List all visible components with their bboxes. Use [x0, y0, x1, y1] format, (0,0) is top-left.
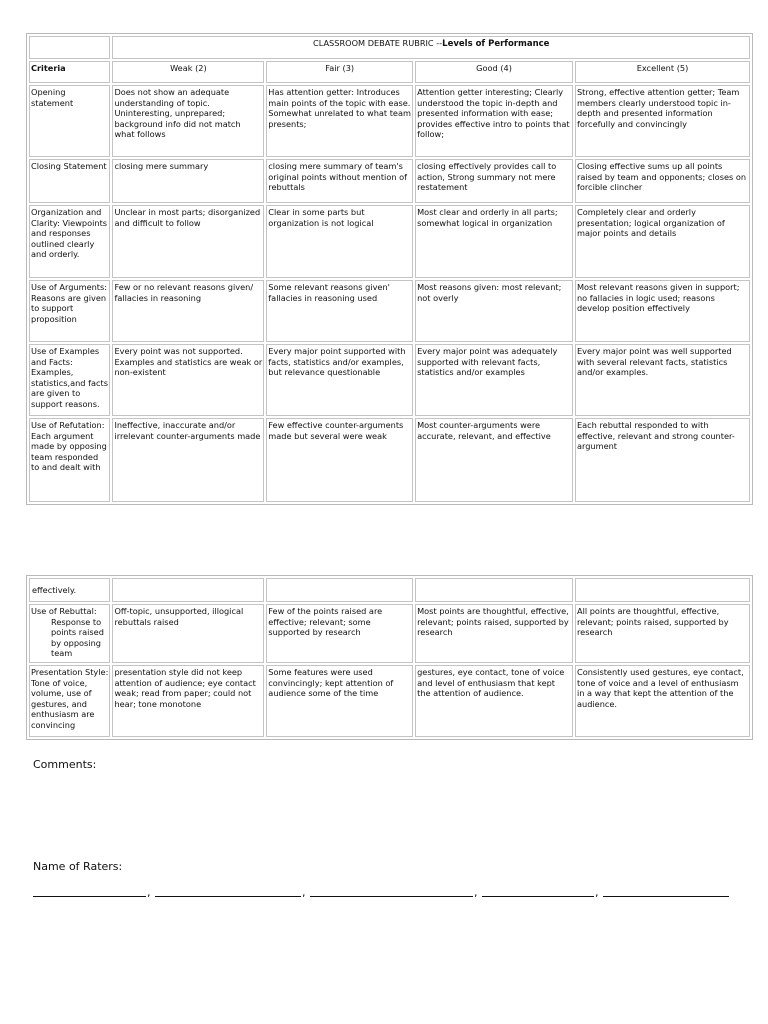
empty-cell [266, 578, 413, 602]
rater-line-2[interactable] [155, 896, 301, 897]
criterion-use-of-arguments: Use of Arguments: Reasons are given to support proposition [29, 280, 110, 342]
rubric-cell: Most clear and orderly in all parts; somewhat logical in organization [415, 205, 573, 278]
rubric-cell: Every major point was adequately supported with relevant facts, statistics and/or examples [415, 344, 573, 416]
criterion-opening-statement: Opening statement [29, 85, 110, 157]
criterion-closing-statement: Closing Statement [29, 159, 110, 203]
rubric-cell: closing mere summary [112, 159, 264, 203]
rubric-cell: Most relevant reasons given in support; no fallacies in logic used; reasons develop position effectively [575, 280, 750, 342]
level-header-good: Good (4) [415, 61, 573, 83]
criterion-use-of-refutation: Use of Refutation: Each argument made by opposing team responded to and dealt with [29, 418, 110, 502]
table-row [29, 280, 750, 342]
rubric-title-bold: Levels of Performance [442, 39, 550, 49]
table-row [29, 344, 750, 416]
empty-cell [112, 578, 264, 602]
separator: , [595, 886, 599, 899]
rubric-cell: Every major point was well supported with several relevant facts, statistics and/or examples. [575, 344, 750, 416]
criterion-presentation-style: Presentation Style: Tone of voice, volume, use of gestures, and enthusiasm are convincing [29, 665, 110, 737]
criterion-organization-clarity: Organization and Clarity: Viewpoints and responses outlined clearly and orderly. [29, 205, 110, 278]
level-header-fair: Fair (3) [266, 61, 413, 83]
rubric-cell: presentation style did not keep attention of audience; eye contact weak; read from paper; could not hear; tone monotone [112, 665, 264, 737]
level-header-weak: Weak (2) [112, 61, 264, 83]
rubric-cell: Few or no relevant reasons given/ fallacies in reasoning [112, 280, 264, 342]
rubric-cell: All points are thoughtful, effective, relevant; points raised, supported by research [575, 604, 750, 663]
rubric-cell: Most points are thoughtful, effective, relevant; points raised, supported by research [415, 604, 573, 663]
table-row [29, 205, 750, 278]
rater-line-4[interactable] [482, 896, 594, 897]
rubric-cell: closing effectively provides call to action, Strong summary not mere restatement [415, 159, 573, 203]
rubric-cell: Strong, effective attention getter; Team members clearly understood topic in-depth and presented information forcefully and convincingly [575, 85, 750, 157]
rubric-cell: Completely clear and orderly presentation; logical organization of major points and details [575, 205, 750, 278]
rater-line-3[interactable] [310, 896, 473, 897]
rubric-cell: Few of the points raised are effective; relevant; some supported by research [266, 604, 413, 663]
rubric-cell: Some features were used convincingly; kept attention of audience some of the time [266, 665, 413, 737]
rater-name-lines [33, 886, 733, 900]
rubric-cell: Consistently used gestures, eye contact, tone of voice and a level of enthusiasm in a way that kept the attention of the audience. [575, 665, 750, 737]
continuation-text: effectively. [29, 578, 110, 602]
table-row [29, 85, 750, 157]
rubric-cell: Most reasons given: most relevant; not overly [415, 280, 573, 342]
rubric-cell: Ineffective, inaccurate and/or irrelevant counter-arguments made [112, 418, 264, 502]
rubric-cell: Every point was not supported. Examples and statistics are weak or non-existent [112, 344, 264, 416]
separator: , [474, 886, 478, 899]
table-row [29, 665, 750, 737]
rubric-cell: Closing effective sums up all points raised by team and opponents; closes on forcible clincher [575, 159, 750, 203]
rubric-table [26, 33, 753, 505]
title-row [29, 36, 750, 59]
table-row [29, 418, 750, 502]
rubric-cell: Has attention getter: Introduces main points of the topic with ease. Somewhat unrelated to what team presents; [266, 85, 413, 157]
rubric-cell: gestures, eye contact, tone of voice and level of enthusiasm that kept the attention of audience. [415, 665, 573, 737]
table-row [29, 159, 750, 203]
rubric-cell: Each rebuttal responded to with effective, relevant and strong counter-argument [575, 418, 750, 502]
rubric-table-continued [26, 575, 753, 740]
rubric-cell: Some relevant reasons given' fallacies in reasoning used [266, 280, 413, 342]
empty-cell [415, 578, 573, 602]
rubric-cell: Every major point supported with facts, statistics and/or examples, but relevance questionable [266, 344, 413, 416]
criterion-rebuttal-description: Response to points raised by opposing team [51, 616, 104, 659]
empty-corner-cell [29, 36, 110, 59]
rubric-cell: Most counter-arguments were accurate, relevant, and effective [415, 418, 573, 502]
rubric-cell: closing mere summary of team's original points without mention of rebuttals [266, 159, 413, 203]
rubric-cell: Attention getter interesting; Clearly understood the topic in-depth and presented information with ease; provides effective intro to points that follow; [415, 85, 573, 157]
raters-label: Name of Raters: [33, 860, 123, 873]
table-row [29, 578, 750, 602]
rubric-cell: Does not show an adequate understanding of topic. Uninteresting, unprepared; background info did not match what follows [112, 85, 264, 157]
rater-line-5[interactable] [603, 896, 729, 897]
header-row [29, 61, 750, 83]
separator: , [147, 886, 151, 899]
separator: , [302, 886, 306, 899]
rubric-title-prefix: CLASSROOM DEBATE RUBRIC -- [312, 38, 443, 48]
rubric-cell: Off-topic, unsupported, illogical rebuttals raised [112, 604, 264, 663]
criteria-header: Criteria [29, 61, 110, 83]
criterion-rebuttal-title: Use of Rebuttal: [31, 606, 97, 616]
level-header-excellent: Excellent (5) [575, 61, 750, 83]
empty-cell [575, 578, 750, 602]
criterion-use-of-rebuttal [29, 604, 110, 663]
rater-line-1[interactable] [33, 896, 146, 897]
rubric-cell: Clear in some parts but organization is not logical [266, 205, 413, 278]
comments-label: Comments: [33, 758, 97, 771]
criterion-examples-facts: Use of Examples and Facts: Examples, statistics,and facts are given to support reasons. [29, 344, 110, 416]
table-row [29, 604, 750, 663]
rubric-cell: Unclear in most parts; disorganized and difficult to follow [112, 205, 264, 278]
rubric-cell: Few effective counter-arguments made but several were weak [266, 418, 413, 502]
rubric-title [112, 36, 750, 59]
